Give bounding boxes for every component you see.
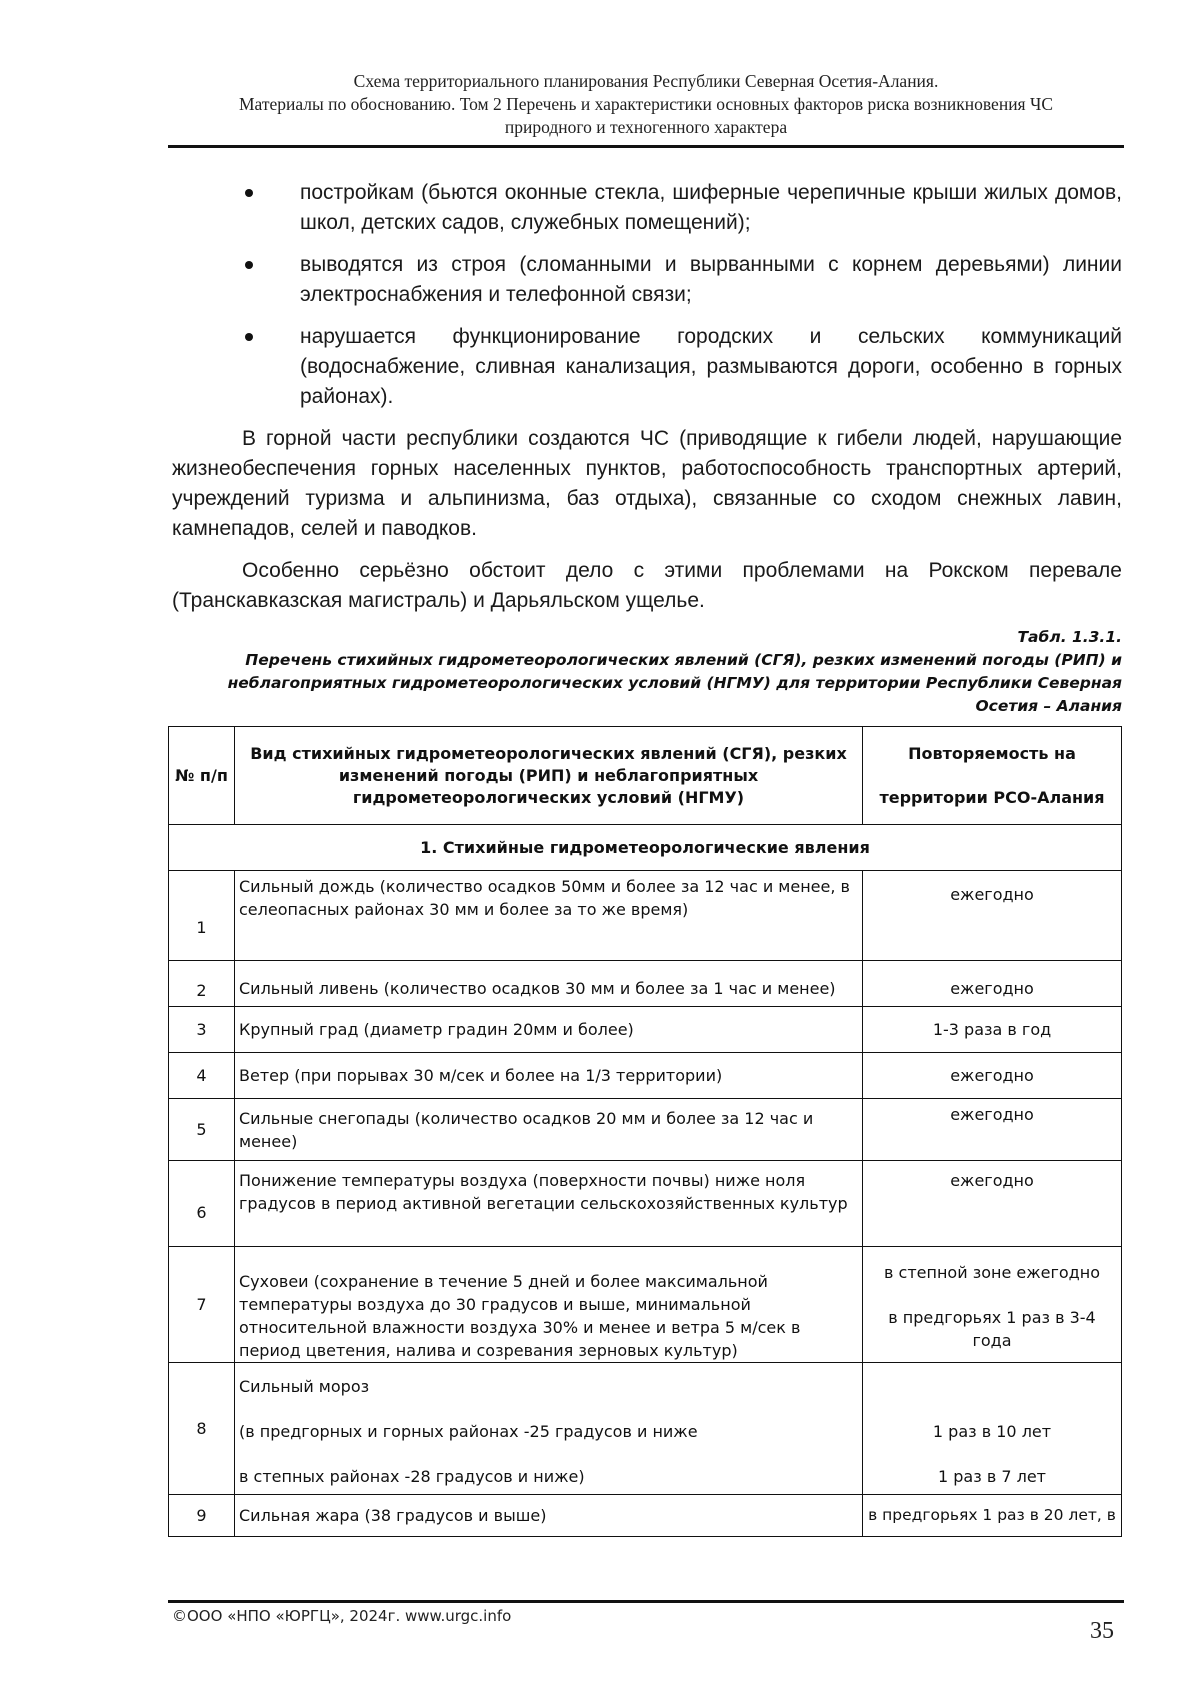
bullet-list bbox=[240, 178, 1122, 424]
row-description: Сильный ливень (количество осадков 30 мм и более за 1 час и менее) bbox=[235, 961, 863, 1007]
page-number: 35 bbox=[1090, 1618, 1114, 1644]
table-row bbox=[169, 1099, 1122, 1161]
bullet-text: постройкам (бьются оконные стекла, шиферные черепичные крыши жилых домов, школ, детских садов, служебных помещений); bbox=[300, 181, 1122, 234]
row-description: Суховеи (сохранение в течение 5 дней и более максимальной температуры воздуха до 30 градусов и выше, минимальной относительной влажности воздуха 30% и менее и ветра 5 м/сек в период цветения, налива и созревания зерновых культур) bbox=[235, 1247, 863, 1363]
row-number: 9 bbox=[169, 1495, 235, 1537]
row-description: Крупный град (диаметр градин 20мм и более) bbox=[235, 1007, 863, 1053]
row-recurrence: ежегодно bbox=[863, 1099, 1122, 1161]
table-header-row bbox=[169, 727, 1122, 825]
row-recurrence bbox=[863, 1247, 1122, 1363]
row-number: 2 bbox=[169, 961, 235, 1007]
header-divider bbox=[168, 145, 1124, 148]
row-description bbox=[235, 1363, 863, 1495]
bullet-icon bbox=[245, 189, 253, 197]
section-title: 1. Стихийные гидрометеорологические явления bbox=[169, 825, 1122, 871]
row-number: 7 bbox=[169, 1247, 235, 1363]
header-description: Вид стихийных гидрометеорологических явлений (СГЯ), резких изменений погоды (РИП) и неблагоприятных гидрометеорологических условий (НГМУ) bbox=[235, 727, 863, 825]
table-title-line-2: неблагоприятных гидрометеорологических условий (НГМУ) для территории Республики Северная bbox=[227, 674, 1122, 692]
row-number: 3 bbox=[169, 1007, 235, 1053]
row-number: 4 bbox=[169, 1053, 235, 1099]
row-recurrence: ежегодно bbox=[863, 961, 1122, 1007]
row-description: Ветер (при порывах 30 м/сек и более на 1/3 территории) bbox=[235, 1053, 863, 1099]
bullet-text: выводятся из строя (сломанными и вырванными с корнем деревьями) линии электроснабжения и телефонной связи; bbox=[300, 253, 1122, 306]
table-row bbox=[169, 1053, 1122, 1099]
table-row bbox=[169, 1363, 1122, 1495]
row-description: Сильный дождь (количество осадков 50мм и более за 12 час и менее, в селеопасных районах 30 мм и более за то же время) bbox=[235, 871, 863, 961]
bullet-text: нарушается функционирование городских и сельских коммуникаций (водоснабжение, сливная канализация, размываются дороги, особенно в горных районах). bbox=[300, 325, 1122, 408]
row-description: Понижение температуры воздуха (поверхности почвы) ниже ноля градусов в период активной вегетации сельскохозяйственных культур bbox=[235, 1161, 863, 1247]
bullet-icon bbox=[245, 261, 253, 269]
hazards-table bbox=[168, 726, 1122, 1537]
page-header bbox=[168, 70, 1124, 139]
row-number: 5 bbox=[169, 1099, 235, 1161]
table-row bbox=[169, 1247, 1122, 1363]
recurrence-steppe: в степной зоне ежегодно bbox=[884, 1263, 1100, 1282]
row-recurrence: в предгорьях 1 раз в 20 лет, в bbox=[863, 1495, 1122, 1537]
table-row bbox=[169, 1007, 1122, 1053]
table-title-line-3: Осетия – Алания bbox=[975, 697, 1122, 715]
paragraph-roki-pass: Особенно серьёзно обстоит дело с этими проблемами на Рокском перевале (Транскавказская магистраль) и Дарьяльском ущелье. bbox=[172, 559, 1122, 612]
row-recurrence bbox=[863, 1363, 1122, 1495]
recurrence-foothills: 1 раз в 10 лет bbox=[932, 1422, 1052, 1441]
table-row bbox=[169, 1495, 1122, 1537]
table-number: Табл. 1.3.1. bbox=[1017, 628, 1122, 646]
header-line-2: Материалы по обоснованию. Том 2 Перечень и характеристики основных факторов риска возникновения ЧС bbox=[238, 94, 1054, 114]
row-recurrence: ежегодно bbox=[863, 1161, 1122, 1247]
header-num: № п/п bbox=[169, 727, 235, 825]
row-description: Сильные снегопады (количество осадков 20 мм и более за 12 час и менее) bbox=[235, 1099, 863, 1161]
row-number: 6 bbox=[169, 1161, 235, 1247]
table-caption bbox=[170, 626, 1122, 718]
frost-title: Сильный мороз bbox=[239, 1377, 370, 1396]
row-number: 1 bbox=[169, 871, 235, 961]
bullet-item bbox=[240, 178, 1122, 238]
table-row bbox=[169, 1161, 1122, 1247]
header-recurrence-line-1: Повторяемость на bbox=[908, 743, 1076, 763]
row-description: Сильная жара (38 градусов и выше) bbox=[235, 1495, 863, 1537]
recurrence-foothills: в предгорьях 1 раз в 3-4 года bbox=[888, 1308, 1096, 1350]
paragraph-mountain-emergencies: В горной части республики создаются ЧС (приводящие к гибели людей, нарушающие жизнеобеспечения горных населенных пунктов, работоспособность транспортных артерий, учреждений туризма и альпинизма, баз отдыха), связанные со сходом снежных лавин, камнепадов, селей и паводков. bbox=[172, 427, 1122, 540]
footer-divider bbox=[168, 1600, 1124, 1603]
section-row bbox=[169, 825, 1122, 871]
bullet-item bbox=[240, 250, 1122, 310]
row-number: 8 bbox=[169, 1363, 235, 1495]
table-row bbox=[169, 871, 1122, 961]
bullet-icon bbox=[245, 333, 253, 341]
table-row bbox=[169, 961, 1122, 1007]
footer-copyright: ©ООО «НПО «ЮРГЦ», 2024г. www.urgc.info bbox=[172, 1607, 512, 1625]
recurrence-steppe: 1 раз в 7 лет bbox=[938, 1467, 1046, 1486]
row-recurrence: 1-3 раза в год bbox=[863, 1007, 1122, 1053]
row-recurrence: ежегодно bbox=[863, 871, 1122, 961]
header-line-3: природного и техногенного характера bbox=[504, 117, 788, 137]
header-recurrence-line-2: территории РСО-Алания bbox=[879, 787, 1105, 807]
frost-steppe: в степных районах -28 градусов и ниже) bbox=[239, 1467, 585, 1486]
header-recurrence bbox=[863, 727, 1122, 825]
header-line-1: Схема территориального планирования Республики Северная Осетия-Алания. bbox=[353, 71, 939, 91]
frost-foothills: (в предгорных и горных районах -25 градусов и ниже bbox=[239, 1422, 698, 1441]
row-recurrence: ежегодно bbox=[863, 1053, 1122, 1099]
bullet-item bbox=[240, 322, 1122, 412]
table-title-line-1: Перечень стихийных гидрометеорологических явлений (СГЯ), резких изменений погоды (РИП) и bbox=[245, 651, 1122, 669]
